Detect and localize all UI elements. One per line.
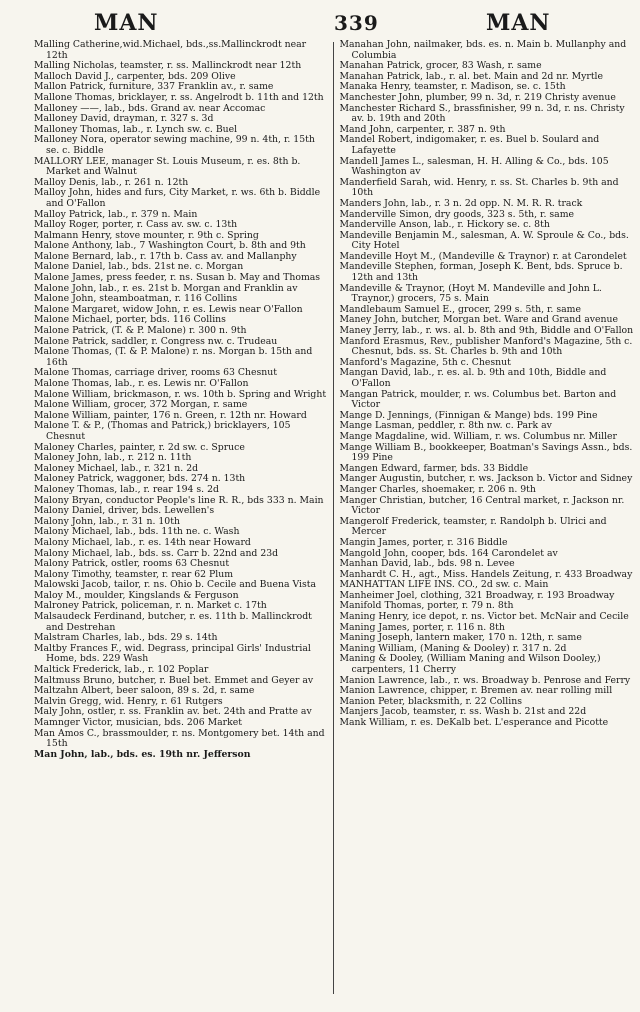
directory-entry: Mandeville Stephen, forman, Joseph K. Bent, bds. Spruce b. 12th and 13th bbox=[339, 261, 623, 284]
directory-entry: Manhan David, lab., bds. 98 n. Levee bbox=[339, 558, 515, 570]
directory-entry: Malsaudeck Ferdinand, butcher, r. es. 11th b. Mallinckrodt and Destrehan bbox=[34, 611, 312, 633]
directory-entry: Manderfield Sarah, wid. Henry, r. ss. St. Charles b. 9th and 10th bbox=[339, 176, 619, 199]
directory-entry: Malone Michael, porter, bds. 116 Collins bbox=[34, 314, 226, 326]
directory-entry: Mandeville Hoyt M., (Mandeville & Traynor) r. at Carondelet bbox=[339, 250, 627, 262]
directory-entry: Manion Peter, blacksmith, r. 22 Collins bbox=[339, 695, 522, 707]
directory-entry: Malloney David, drayman, r. 327 s. 3d bbox=[34, 113, 214, 125]
directory-entry: Malvin Gregg, wid. Henry, r. 61 Rutgers bbox=[34, 695, 223, 707]
directory-entry: Mand John, carpenter, r. 387 n. 9th bbox=[339, 123, 506, 135]
directory-entry: Maloney Michael, lab., r. 321 n. 2d bbox=[34, 462, 199, 474]
header-right-word: MAN bbox=[486, 10, 551, 36]
left-column bbox=[34, 40, 333, 1000]
directory-entry: Maning Joseph, lantern maker, 170 n. 12th, r. same bbox=[339, 632, 582, 644]
directory-entry: Mandlebaum Samuel E., grocer, 299 s. 5th, r. same bbox=[339, 303, 581, 315]
directory-entry: Manders John, lab., r. 3 n. 2d opp. N. M. R. R. track bbox=[339, 197, 583, 209]
directory-entry: Malony Timothy, teamster, r. rear 62 Plum bbox=[34, 568, 234, 580]
directory-entry: Malloney ——, lab., bds. Grand av. near Accomac bbox=[34, 102, 266, 114]
directory-entry: Mangerolf Frederick, teamster, r. Randolph b. Ulrici and Mercer bbox=[339, 515, 607, 538]
page-header bbox=[34, 6, 634, 40]
directory-entry: Malloch David J., carpenter, bds. 209 Olive bbox=[34, 70, 236, 82]
directory-entry: Malony Bryan, conductor People's line R. R., bds 333 n. Main bbox=[34, 494, 324, 506]
directory-entry: Malloney Nora, operator sewing machine, 99 n. 4th, r. 15th se. c. Biddle bbox=[34, 134, 315, 156]
directory-entry: Malloney Thomas, lab., r. Lynch sw. c. Buel bbox=[34, 123, 238, 135]
directory-entry: Manger Charles, shoemaker, r. 206 n. 9th bbox=[339, 483, 536, 495]
directory-entry: Mandel Robert, indigomaker, r. es. Buel b. Soulard and Lafayette bbox=[339, 134, 600, 156]
directory-entry: Man Amos C., brassmoulder, r. ns. Montgomery bet. 14th and 15th bbox=[34, 727, 325, 750]
directory-entry: Mange Magdaline, wid. William, r. ws. Columbus nr. Miller bbox=[339, 430, 617, 442]
directory-entry: Mangan David, lab., r. es. al. b. 9th and 10th, Biddle and O'Fallon bbox=[339, 367, 607, 389]
right-column bbox=[334, 40, 635, 1000]
directory-entry: Malmann Henry, stove mounter, r. 9th c. Spring bbox=[34, 229, 259, 241]
directory-entry: Malowski Jacob, tailor, r. ns. Ohio b. Cecile and Buena Vista bbox=[34, 579, 317, 591]
directory-entry: Malone Thomas, lab., r. es. Lewis nr. O'Fallon bbox=[34, 378, 249, 389]
directory-entry: Maning William, (Maning & Dooley) r. 317 n. 2d bbox=[339, 642, 567, 654]
directory-entry: Mandeville & Traynor, (Hoyt M. Mandeville and John L. Traynor,) grocers, 75 s. Main bbox=[339, 282, 602, 305]
directory-entry: Maning James, porter, r. 116 n. 8th bbox=[339, 621, 505, 633]
directory-entry: Mange D. Jennings, (Finnigan & Mange) bds. 199 Pine bbox=[339, 409, 598, 421]
directory-entry: Manifold Thomas, porter, r. 79 n. 8th bbox=[339, 600, 514, 612]
directory-entry: Maloney Patrick, waggoner, bds. 274 n. 13th bbox=[34, 473, 246, 485]
columns bbox=[34, 40, 634, 1000]
directory-entry: Maltby Frances F., wid. Degrass, principal Girls' Industrial Home, bds. 229 Wash bbox=[34, 642, 311, 665]
directory-entry: Maly John, ostler, r. ss. Franklin av. bet. 24th and Pratte av bbox=[34, 706, 312, 718]
directory-entry: Manderville Simon, dry goods, 323 s. 5th, r. same bbox=[339, 208, 575, 220]
directory-entry: Maney Jerry, lab., r. ws. al. b. 8th and 9th, Biddle and O'Fallon bbox=[339, 325, 634, 337]
directory-entry: Manaka Henry, teamster, r. Madison, se. c. 15th bbox=[339, 81, 566, 93]
directory-entry: Malone Margaret, widow John, r. es. Lewis near O'Fallon bbox=[34, 303, 303, 315]
directory-entry: Maltmuss Bruno, butcher, r. Buel bet. Emmet and Geyer av bbox=[34, 674, 314, 686]
directory-entry: Malloy Patrick, lab., r. 379 n. Main bbox=[34, 208, 198, 220]
directory-entry: Man John, lab., bds. es. 19th nr. Jefferson bbox=[34, 748, 251, 760]
directory-entry: MALLORY LEE, manager St. Louis Museum, r. es. 8th b. Market and Walnut bbox=[34, 155, 301, 178]
directory-entry: Malone Daniel, lab., bds. 21st ne. c. Morgan bbox=[34, 261, 244, 273]
directory-entry: Manjers Jacob, teamster, r. ss. Wash b. 21st and 22d bbox=[339, 706, 587, 718]
directory-entry: Maloney Thomas, lab., r. rear 194 s. 2d bbox=[34, 483, 219, 495]
directory-entry: Mange William B., bookkeeper, Boatman's Savings Assn., bds. 199 Pine bbox=[339, 441, 633, 464]
directory-entry: Maning Henry, ice depot, r. ns. Victor bet. McNair and Cecile bbox=[339, 611, 629, 623]
directory-entry: Malone Thomas, (T. & P. Malone) r. ns. Morgan b. 15th and 16th bbox=[34, 346, 313, 368]
directory-entry: Mange Lasman, peddler, r. 8th nw. c. Park av bbox=[339, 420, 552, 432]
directory-entry: MANHATTAN LIFE INS. CO., 2d sw. c. Main bbox=[339, 579, 549, 591]
directory-entry: Malony Michael, lab., bds. ss. Carr b. 22nd and 23d bbox=[34, 547, 279, 559]
directory-entry: Malone T. & P., (Thomas and Patrick,) bricklayers, 105 Chesnut bbox=[34, 420, 291, 442]
directory-entry: Manchester John, plumber, 99 n. 3d, r. 219 Christy avenue bbox=[339, 91, 616, 103]
directory-entry: Malony Patrick, ostler, rooms 63 Chesnut bbox=[34, 558, 230, 570]
directory-entry: Malone Thomas, carriage driver, rooms 63 Chesnut bbox=[34, 367, 277, 379]
directory-entry: Malony Michael, lab., bds. 11th ne. c. Wash bbox=[34, 526, 240, 538]
directory-entry: Malone Anthony, lab., 7 Washington Court, b. 8th and 9th bbox=[34, 240, 306, 252]
directory-entry: Maloy M., moulder, Kingslands & Ferguson bbox=[34, 589, 239, 601]
directory-entry: Manheimer Joel, clothing, 321 Broadway, r. 193 Broadway bbox=[339, 589, 615, 601]
directory-entry: Maning & Dooley, (William Maning and Wilson Dooley,) carpenters, 11 Cherry bbox=[339, 653, 601, 676]
directory-entry: Mangin James, porter, r. 316 Biddle bbox=[339, 536, 508, 548]
directory-entry: Malone Bernard, lab., r. 17th b. Cass av. and Mallanphy bbox=[34, 250, 297, 262]
directory-entry: Maltzahn Albert, beer saloon, 89 s. 2d, r. same bbox=[34, 685, 255, 697]
directory-entry: Malony Daniel, driver, bds. Lewellen's bbox=[34, 505, 215, 517]
directory-entry: Malone James, press feeder, r. ns. Susan b. May and Thomas bbox=[34, 272, 321, 284]
directory-entry: Malone William, grocer, 372 Morgan, r. same bbox=[34, 399, 248, 411]
directory-entry: Malloy Roger, porter, r. Cass av. sw. c. 13th bbox=[34, 219, 238, 231]
directory-entry: Mangen Edward, farmer, bds. 33 Biddle bbox=[339, 462, 529, 474]
directory-entry: Manahan Patrick, grocer, 83 Wash, r. same bbox=[339, 60, 542, 72]
directory-entry: Malony Michael, lab., r. es. 14th near Howard bbox=[34, 536, 251, 548]
directory-entry: Malloy Denis, lab., r. 261 n. 12th bbox=[34, 176, 189, 188]
directory-entry: Malone John, lab., r. es. 21st b. Morgan and Franklin av bbox=[34, 282, 298, 294]
directory-entry: Manger Augustin, butcher, r. ws. Jackson b. Victor and Sidney bbox=[339, 473, 633, 485]
directory-entry: Maney John, butcher, Morgan bet. Ware and Grand avenue bbox=[339, 314, 618, 326]
directory-entry: Mangan Patrick, moulder, r. ws. Columbus bet. Barton and Victor bbox=[339, 388, 617, 411]
directory-entry: Mallone Thomas, bricklayer, r. ss. Angelrodt b. 11th and 12th bbox=[34, 91, 324, 103]
directory-entry: Malstram Charles, lab., bds. 29 s. 14th bbox=[34, 632, 218, 644]
directory-entry: Maloney John, lab., r. 212 n. 11th bbox=[34, 452, 192, 464]
directory-entry: Mamnger Victor, musician, bds. 206 Market bbox=[34, 717, 242, 728]
directory-entry: Manahan John, nailmaker, bds. es. n. Main b. Mullanphy and Columbia bbox=[339, 40, 627, 61]
directory-entry: Malloy John, hides and furs, City Market, r. ws. 6th b. Biddle and O'Fallon bbox=[34, 187, 321, 209]
directory-entry: Malone John, steamboatman, r. 116 Collins bbox=[34, 293, 238, 305]
directory-entry: Malling Catherine,wid.Michael, bds.,ss.Mallinckrodt near 12th bbox=[34, 40, 307, 61]
directory-entry: Manion Lawrence, chipper, r. Bremen av. near rolling mill bbox=[339, 685, 613, 697]
directory-entry: Manahan Patrick, lab., r. al. bet. Main and 2d nr. Myrtle bbox=[339, 70, 604, 82]
directory-entry: Mandell James L., salesman, H. H. Alling & Co., bds. 105 Washington av bbox=[339, 155, 609, 178]
page-number: 339 bbox=[334, 11, 379, 35]
directory-entry: Malony John, lab., r. 31 n. 10th bbox=[34, 515, 180, 527]
directory-entry: Mangold John, cooper, bds. 164 Carondelet av bbox=[339, 547, 558, 559]
directory-entry: Malone William, brickmason, r. ws. 10th b. Spring and Wright bbox=[34, 388, 327, 400]
header-left-word: MAN bbox=[94, 10, 159, 36]
directory-entry: Mank William, r. es. DeKalb bet. L'esperance and Picotte bbox=[339, 717, 609, 728]
directory-entry: Manford's Magazine, 5th c. Chesnut bbox=[339, 356, 511, 368]
directory-entry: Maloney Charles, painter, r. 2d sw. c. Spruce bbox=[34, 441, 245, 453]
directory-entry: Malone Patrick, saddler, r. Congress nw. c. Trudeau bbox=[34, 335, 278, 347]
directory-entry: Mallon Patrick, furniture, 337 Franklin av., r. same bbox=[34, 81, 274, 93]
directory-entry: Malone William, painter, 176 n. Green, r. 12th nr. Howard bbox=[34, 409, 307, 421]
directory-entry: Manford Erasmus, Rev., publisher Manford's Magazine, 5th c. Chesnut, bds. ss. St. Charles b. 9th and 10th bbox=[339, 335, 633, 358]
directory-entry: Manhardt C. H., agt., Miss. Handels Zeitung, r. 433 Broadway bbox=[339, 568, 633, 580]
directory-entry: Malroney Patrick, policeman, r. n. Market c. 17th bbox=[34, 600, 267, 612]
directory-entry: Manion Lawrence, lab., r. ws. Broadway b. Penrose and Ferry bbox=[339, 674, 631, 686]
directory-entry: Maltick Frederick, lab., r. 102 Poplar bbox=[34, 664, 209, 676]
directory-entry: Manchester Richard S., brassfinisher, 99 n. 3d, r. ns. Christy av. b. 19th and 20th bbox=[339, 102, 625, 125]
directory-entry: Malone Patrick, (T. & P. Malone) r. 300 n. 9th bbox=[34, 325, 247, 337]
directory-entry: Manderville Anson, lab., r. Hickory se. c. 8th bbox=[339, 219, 550, 231]
directory-entry: Manger Christian, butcher, 16 Central market, r. Jackson nr. Victor bbox=[339, 494, 625, 517]
directory-entry: Malling Nicholas, teamster, r. ss. Mallinckrodt near 12th bbox=[34, 60, 302, 72]
directory-entry: Mandeville Benjamin M., salesman, A. W. Sproule & Co., bds. City Hotel bbox=[339, 229, 629, 252]
